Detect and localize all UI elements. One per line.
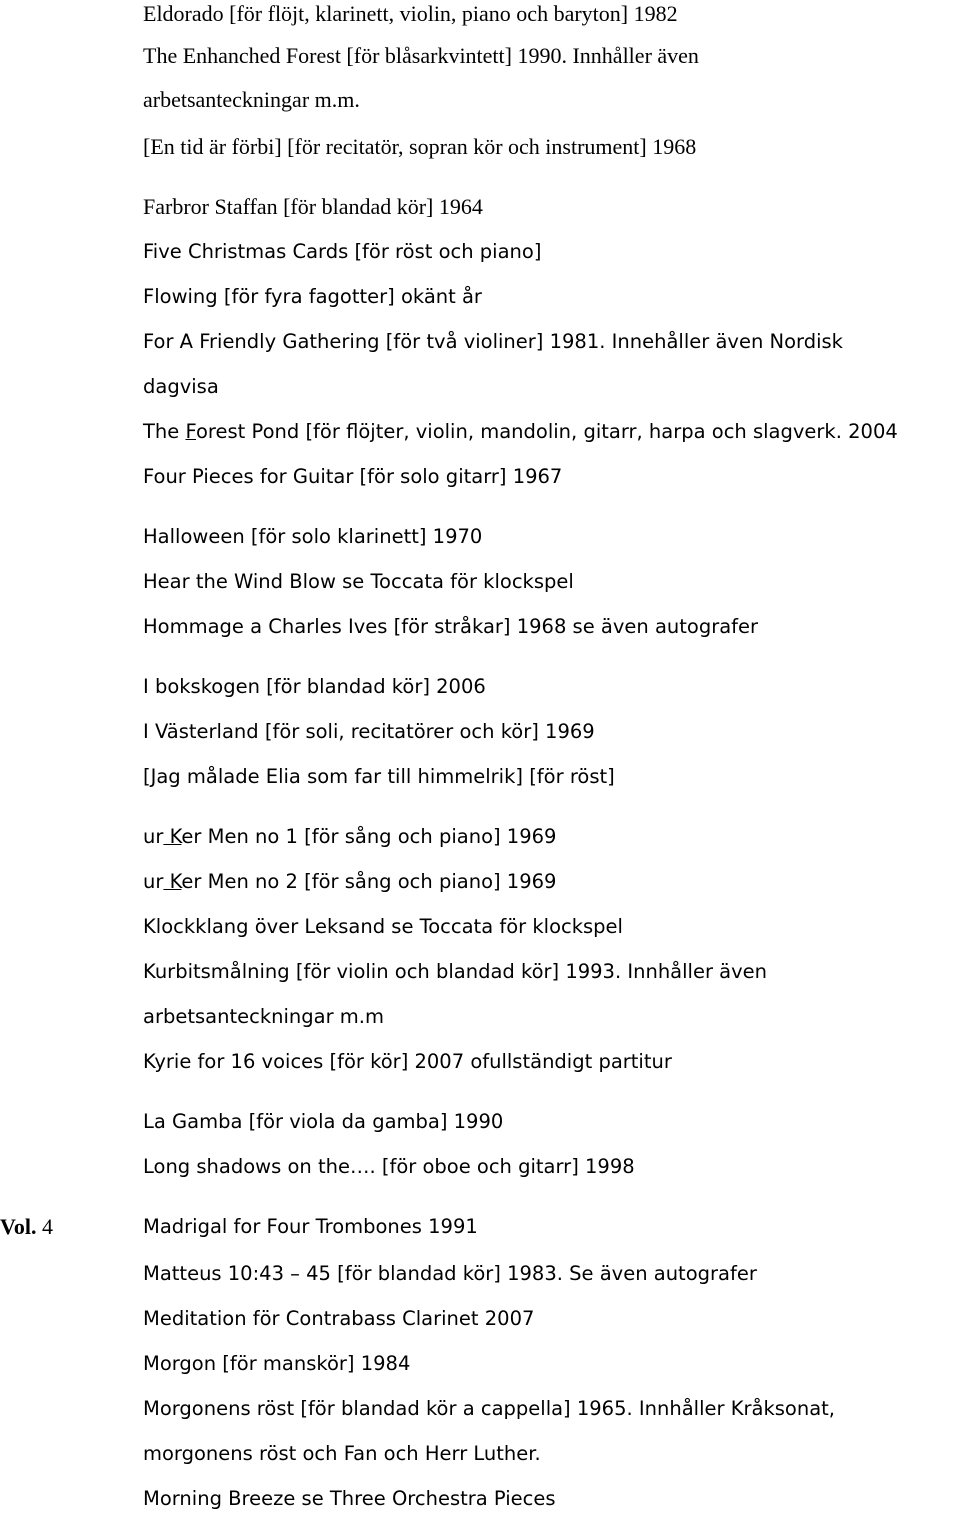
list-item: Farbror Staffan [för blandad kör] 1964 [143,194,483,219]
list-item: La Gamba [för viola da gamba] 1990 [143,1110,504,1133]
entry-text-start: The [143,420,186,443]
list-item: Morning Breeze se Three Orchestra Pieces [143,1487,556,1510]
list-item: Hear the Wind Blow se Toccata för klockspel [143,570,574,593]
list-item: dagvisa [143,375,219,398]
list-item: For A Friendly Gathering [för två violiner] 1981. Innehåller även Nordisk [143,330,843,353]
entry-text-start: ur [143,870,164,893]
list-item: Kurbitsmålning [för violin och blandad kör] 1993. Innhåller även [143,960,768,983]
entry-text-rest: er Men no 2 [för sång och piano] 1969 [181,870,557,893]
entry-text-start: ur [143,825,164,848]
list-item: Morgonens röst [för blandad kör a cappella] 1965. Innhåller Kråksonat, [143,1397,836,1420]
entry-text-rest: er Men no 1 [för sång och piano] 1969 [181,825,557,848]
list-item: Hommage a Charles Ives [för stråkar] 1968 se även autografer [143,615,759,638]
list-item: [En tid är förbi] [för recitatör, sopran kör och instrument] 1968 [143,134,697,159]
list-item: Kyrie for 16 voices [för kör] 2007 ofullständigt partitur [143,1050,672,1073]
list-item: morgonens röst och Fan och Herr Luther. [143,1442,541,1465]
list-item: Matteus 10:43 – 45 [för blandad kör] 1983. Se även autografer [143,1262,757,1285]
list-item [143,418,898,446]
list-item: I Västerland [för soli, recitatörer och kör] 1969 [143,720,595,743]
list-item: Morgon [för manskör] 1984 [143,1352,411,1375]
list-item: Halloween [för solo klarinett] 1970 [143,525,483,548]
list-item: Five Christmas Cards [för röst och piano] [143,240,542,263]
underlined-letter: F [185,420,196,443]
list-item: Meditation för Contrabass Clarinet 2007 [143,1307,535,1330]
list-item: Flowing [för fyra fagotter] okänt år [143,285,482,308]
volume-number: 4 [41,1214,53,1239]
list-item: arbetsanteckningar m.m. [143,87,360,112]
volume-label: Vol. [0,1214,37,1239]
list-item [143,823,556,851]
list-item: Four Pieces for Guitar [för solo gitarr] 1967 [143,465,563,488]
list-item [143,868,556,896]
list-item: Klockklang över Leksand se Toccata för klockspel [143,915,623,938]
volume-marker [0,1213,53,1241]
list-item: The Enhanched Forest [för blåsarkvintett] 1990. Innhåller även [143,43,699,68]
underlined-letter: K [163,870,182,893]
list-item: Madrigal for Four Trombones 1991 [143,1215,478,1238]
list-item: I bokskogen [för blandad kör] 2006 [143,675,486,698]
entry-text-rest: orest Pond [för flöjter, violin, mandolin, gitarr, harpa och slagverk. 2004 [196,420,898,443]
list-item: [Jag målade Elia som far till himmelrik] [för röst] [143,765,615,788]
list-item: Eldorado [för flöjt, klarinett, violin, piano och baryton] 1982 [143,1,678,26]
list-item: arbetsanteckningar m.m [143,1005,384,1028]
underlined-letter: K [163,825,182,848]
list-item: Long shadows on the…. [för oboe och gitarr] 1998 [143,1155,635,1178]
